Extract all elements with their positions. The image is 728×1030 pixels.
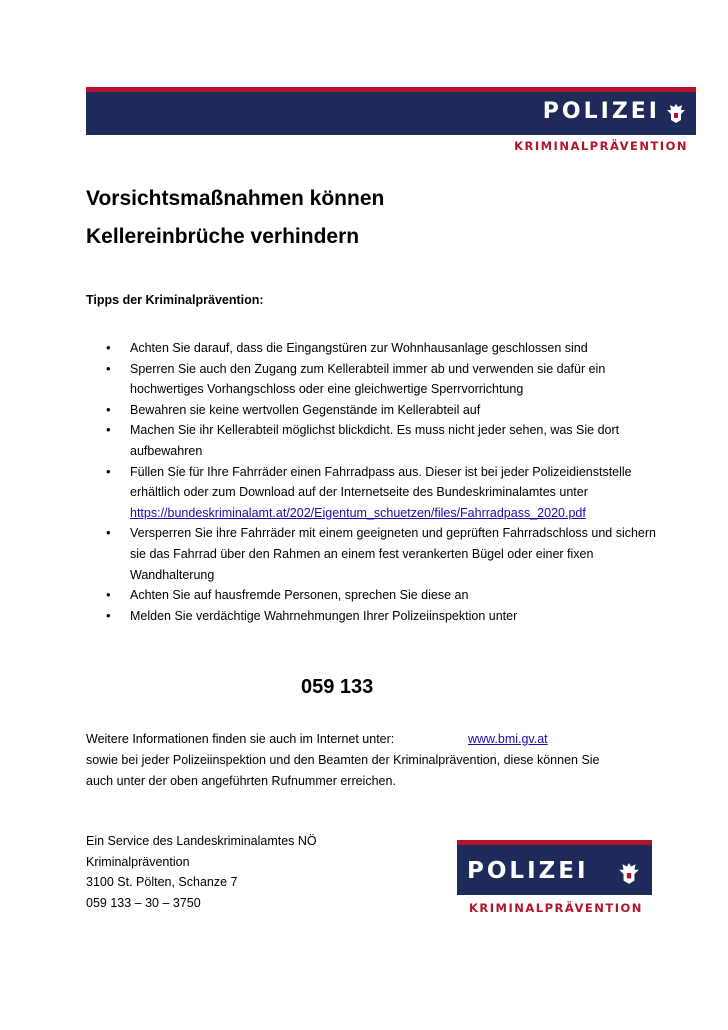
tip-item: • Sperren Sie auch den Zugang zum Kellerabteil immer ab und verwenden sie dafür ein hochwertiges Vorhangschloss oder eine gleichwertige Sperrvorrichtung	[86, 359, 666, 400]
bmi-website-link[interactable]: www.bmi.gv.at	[468, 732, 548, 746]
page-title	[86, 180, 646, 256]
tips-list	[86, 338, 666, 626]
eagle-crest-icon	[666, 102, 686, 124]
fahrradpass-download-link[interactable]: https://bundeskriminalamt.at/202/Eigentum_schuetzen/files/Fahrradpass_2020.pdf	[130, 505, 586, 520]
phone-number: 059 133	[301, 676, 374, 698]
tip-item: • Bewahren sie keine wertvollen Gegenstände im Kellerabteil auf	[86, 400, 666, 421]
title-line-2: Kellereinbrüche verhindern	[86, 225, 360, 248]
eagle-crest-icon	[618, 861, 640, 885]
more-info-paragraph	[86, 729, 656, 792]
tip-item: • Melden Sie verdächtige Wahrnehmungen Ihrer Polizeiinspektion unter	[86, 606, 666, 627]
service-line-2: Kriminalprävention	[86, 854, 190, 869]
more-info-intro: Weitere Informationen finden sie auch im Internet unter:	[86, 732, 395, 746]
service-contact-block	[86, 831, 317, 913]
more-info-line-3: auch unter der oben angeführten Rufnummer erreichen.	[86, 774, 396, 788]
header-police-logo	[86, 87, 696, 155]
tip-item: • Achten Sie darauf, dass die Eingangstüren zur Wohnhausanlage geschlossen sind	[86, 338, 666, 359]
tip-item: • Achten Sie auf hausfremde Personen, sprechen Sie diese an	[86, 585, 666, 606]
header-logo-subtitle: KRIMINALPRÄVENTION	[514, 139, 688, 153]
service-line-1: Ein Service des Landeskriminalamtes NÖ	[86, 834, 317, 848]
footer-police-logo	[457, 840, 652, 915]
tips-heading: Tipps der Kriminalprävention:	[86, 293, 264, 307]
tip-item-fahrradpass	[86, 462, 666, 524]
footer-logo-subtitle: KRIMINALPRÄVENTION	[469, 901, 643, 915]
tip-text: Füllen Sie für Ihre Fahrräder einen Fahrradpass aus. Dieser ist bei jeder Polizeidienststelle erhältlich oder zum Download auf der Internetseite des Bundeskriminalamtes unter	[130, 464, 632, 500]
service-address: 3100 St. Pölten, Schanze 7	[86, 875, 238, 889]
header-logo-word: POLIZEI	[542, 99, 660, 124]
title-line-1: Vorsichtsmaßnahmen können	[86, 187, 385, 210]
tip-item: • Versperren Sie ihre Fahrräder mit einem geeigneten und geprüften Fahrradschloss und sichern sie das Fahrrad über den Rahmen an einem fest verankerten Bügel oder einer fixen Wandhalterung	[86, 523, 666, 585]
tip-item: • Machen Sie ihr Kellerabteil möglichst blickdicht. Es muss nicht jeder sehen, was Sie dort aufbewahren	[86, 420, 666, 461]
more-info-line-2: sowie bei jeder Polizeiinspektion und den Beamten der Kriminalprävention, diese können Sie	[86, 753, 600, 767]
footer-logo-word: POLIZEI	[467, 858, 589, 884]
service-phone: 059 133 – 30 – 3750	[86, 895, 201, 910]
